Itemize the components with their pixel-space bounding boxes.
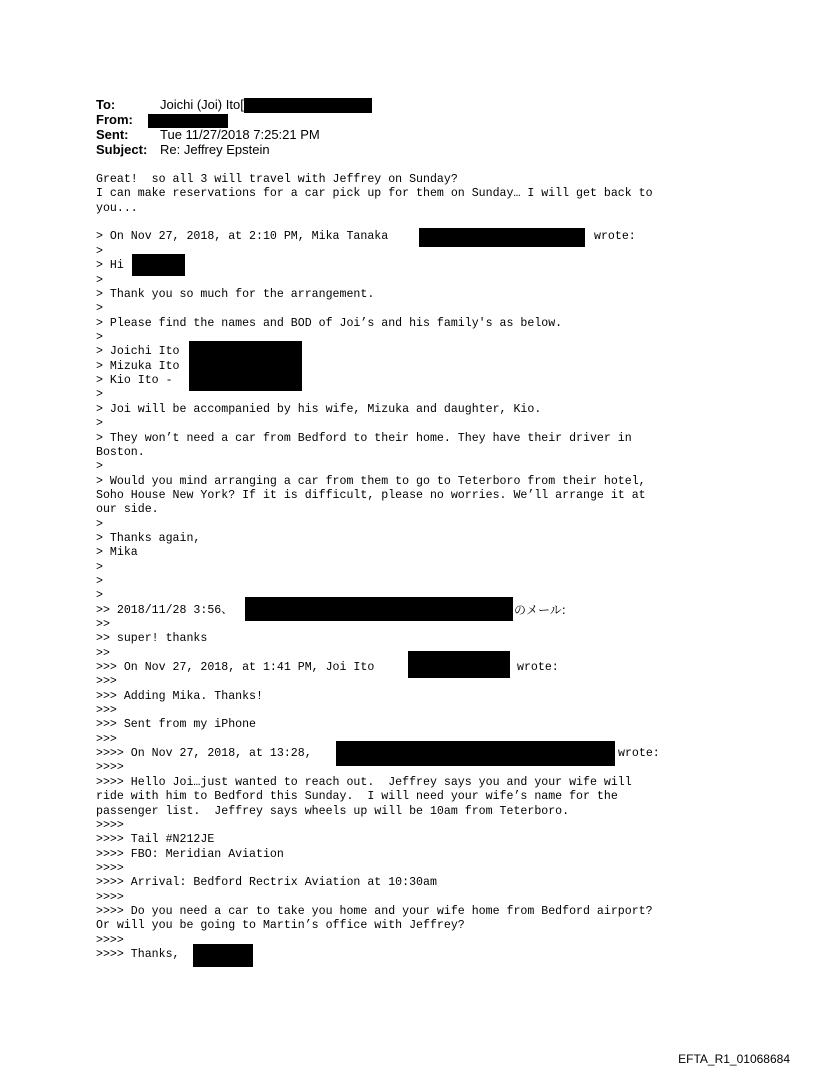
quote-line: >>>> FBO: Meridian Aviation: [96, 848, 284, 861]
quote-line: passenger list. Jeffrey says wheels up will be 10am from Teterboro.: [96, 805, 570, 818]
quote-wrote: wrote:: [517, 661, 559, 674]
quote-header: >>>> On Nov 27, 2018, at 13:28,: [96, 747, 312, 760]
quote-line: >>>> Tail #N212JE: [96, 833, 215, 846]
quote-line: >>>>: [96, 934, 124, 947]
quote-line: >>> Adding Mika. Thanks!: [96, 690, 263, 703]
quote-line: >: [96, 274, 103, 287]
quote-line: >>>> Hello Joi…just wanted to reach out. Jeffrey says you and your wife will: [96, 776, 632, 789]
quote-line: Soho House New York? If it is difficult, please no worries. We’ll arrange it at: [96, 489, 646, 502]
quote-line: >: [96, 460, 103, 473]
quote-header: >>> On Nov 27, 2018, at 1:41 PM, Joi Ito: [96, 661, 375, 674]
subject-row: [96, 142, 270, 158]
quote-line: >: [96, 388, 103, 401]
quote-line: >>>>: [96, 891, 124, 904]
quote-line: >> super! thanks: [96, 632, 208, 645]
redaction-bar: [336, 741, 615, 766]
redaction-bar: [245, 597, 513, 621]
redaction-bar: [408, 651, 510, 678]
to-value: Joichi (Joi) Ito[: [160, 97, 244, 112]
quote-line: > Joi will be accompanied by his wife, Mizuka and daughter, Kio.: [96, 403, 542, 416]
sent-value: Tue 11/27/2018 7:25:21 PM: [160, 127, 320, 142]
subject-label: Subject:: [96, 142, 148, 157]
quote-line: >: [96, 575, 103, 588]
redaction-bar: [419, 228, 585, 247]
quote-line: ride with him to Bedford this Sunday. I will need your wife’s name for the: [96, 790, 618, 803]
quote-line: >>>> Arrival: Bedford Rectrix Aviation at 10:30am: [96, 876, 437, 889]
quote-line: > Would you mind arranging a car from them to go to Teterboro from their hotel,: [96, 475, 646, 488]
quote-wrote: wrote:: [618, 747, 660, 760]
quote-line: >>>>: [96, 761, 124, 774]
quote-line: > Joichi Ito: [96, 345, 180, 358]
quote-line: >>: [96, 647, 110, 660]
subject-value: Re: Jeffrey Epstein: [160, 142, 270, 157]
quote-mail-label: のメール:: [514, 603, 566, 617]
quote-line: > Thank you so much for the arrangement.: [96, 288, 375, 301]
quote-line: Or will you be going to Martin’s office with Jeffrey?: [96, 919, 465, 932]
body-line: Great! so all 3 will travel with Jeffrey on Sunday?: [96, 173, 458, 186]
quote-wrote: wrote:: [594, 230, 636, 243]
quote-line: > Mika: [96, 546, 138, 559]
sent-label: Sent:: [96, 127, 129, 142]
redaction-bar: [244, 98, 372, 113]
redaction-bar: [132, 254, 185, 276]
quote-line: >: [96, 245, 103, 258]
quote-line: >: [96, 417, 103, 430]
quote-line: >>> Sent from my iPhone: [96, 718, 257, 731]
quote-line: >: [96, 518, 103, 531]
quote-line: Boston.: [96, 446, 145, 459]
quote-line: >>>>: [96, 862, 124, 875]
quote-line: > Hi: [96, 259, 124, 272]
quote-line: > Mizuka Ito: [96, 360, 180, 373]
quote-line: >>>> Do you need a car to take you home and your wife home from Bedford airport?: [96, 905, 653, 918]
quote-line: >>>> Thanks,: [96, 948, 180, 961]
quote-header: > On Nov 27, 2018, at 2:10 PM, Mika Tanaka: [96, 230, 389, 243]
body-line: you...: [96, 202, 138, 215]
quote-line: > Thanks again,: [96, 532, 201, 545]
quote-line: >: [96, 561, 103, 574]
quote-line: >: [96, 589, 103, 602]
quote-line: >: [96, 302, 103, 315]
quote-line: our side.: [96, 503, 159, 516]
body-line: I can make reservations for a car pick up for them on Sunday… I will get back to: [96, 187, 653, 200]
quote-line: >: [96, 331, 103, 344]
redaction-bar: [189, 341, 302, 391]
document-id: EFTA_R1_01068684: [678, 1052, 790, 1066]
quote-line: >>>>: [96, 819, 124, 832]
to-label: To:: [96, 97, 116, 112]
sent-row: [96, 127, 320, 143]
quote-line: >>>: [96, 704, 117, 717]
quote-line: > Kio Ito -: [96, 374, 173, 387]
quote-line: > They won’t need a car from Bedford to their home. They have their driver in: [96, 432, 632, 445]
quote-line: > Please find the names and BOD of Joi’s and his family's as below.: [96, 317, 563, 330]
quote-line: >>>: [96, 675, 117, 688]
to-row: [96, 97, 372, 113]
quote-line: >>>: [96, 733, 117, 746]
from-row: [96, 112, 228, 128]
redaction-bar: [148, 114, 228, 128]
redaction-bar: [193, 944, 253, 967]
quote-header: >> 2018/11/28 3:56、: [96, 604, 233, 617]
quote-line: >>: [96, 618, 110, 631]
from-label: From:: [96, 112, 133, 127]
